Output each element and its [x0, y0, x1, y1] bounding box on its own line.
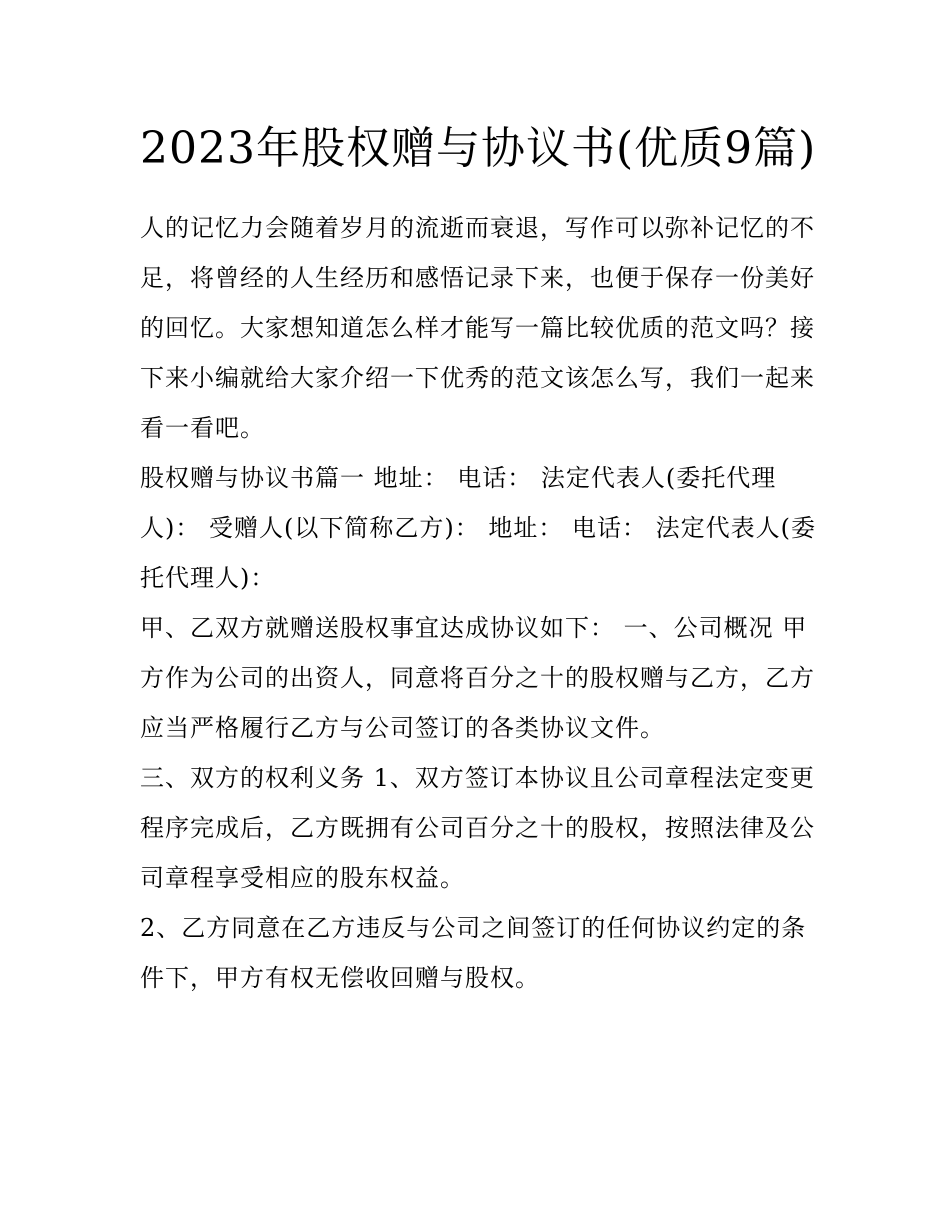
- paragraph-parties: 股权赠与协议书篇一 地址： 电话： 法定代表人(委托代理人)： 受赠人(以下简称乙方)： 地址： 电话： 法定代表人(委托代理人)：: [140, 464, 816, 592]
- paragraph-rights: 三、双方的权利义务 1、双方签订本协议且公司章程法定变更程序完成后，乙方既拥有公司百分之十的股权，按照法律及公司章程享受相应的股东权益。: [140, 764, 815, 892]
- document-page: [140, 117, 820, 1003]
- document-title: 2023年股权赠与协议书(优质9篇): [140, 123, 817, 174]
- paragraph-agreement: 甲、乙双方就赠送股权事宜达成协议如下： 一、公司概况 甲方作为公司的出资人，同意将百分之十的股权赠与乙方，乙方应当严格履行乙方与公司签订的各类协议文件。: [140, 614, 815, 742]
- paragraph-clause-2: 2、乙方同意在乙方违反与公司之间签订的任何协议约定的条件下，甲方有权无偿收回赠与股权。: [140, 914, 807, 992]
- paragraph-intro: 人的记忆力会随着岁月的流逝而衰退，写作可以弥补记忆的不足，将曾经的人生经历和感悟记录下来，也便于保存一份美好的回忆。大家想知道怎么样才能写一篇比较优质的范文吗？接下来小编就给大家介绍一下优秀的范文该怎么写，我们一起来看一看吧。: [140, 214, 815, 442]
